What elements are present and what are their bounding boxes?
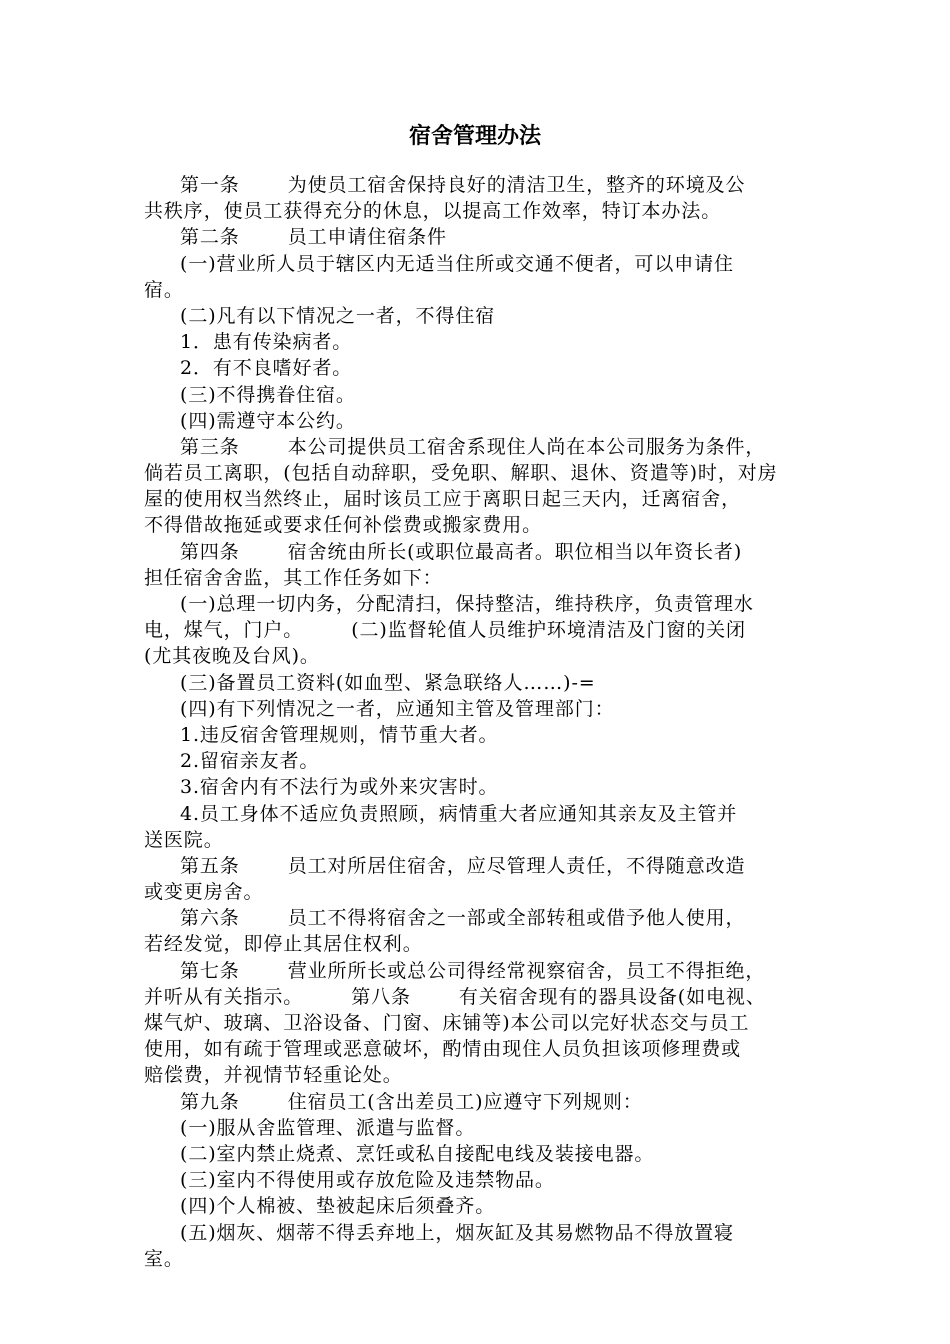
line-text: 宿舍统由所长(或职位最高者。职位相当以年资长者) [287,540,743,563]
document-title: 宿舍管理办法 [408,124,541,149]
line-text: 营业所所长或总公司得经常视察宿舍，员工不得拒绝， [287,959,766,982]
line-text: (二)监督轮值人员维护环境清洁及门窗的关闭 [351,619,746,642]
document-line [144,539,819,565]
document-line [144,801,819,827]
line-text: (四)个人棉被、垫被起床后须叠齐。 [180,1195,496,1218]
document-line [144,774,819,800]
line-text: 2．有不良嗜好者。 [180,357,353,380]
document-line [144,1089,819,1115]
document-line [144,1036,819,1062]
document-line [144,827,819,853]
line-text: 屋的使用权当然终止，届时该员工应于离职日起三天内，迁离宿舍， [144,488,742,511]
line-text: 第四条 [180,540,240,563]
line-text: (一)服从舍监管理、派遣与监督。 [180,1116,476,1139]
line-text: 倘若员工离职，(包括自动辞职，受免职、解职、退休、资遣等)时，对房 [144,462,778,485]
document-line [144,1246,819,1272]
line-text: (四)需遵守本公约。 [180,409,356,432]
line-text: (三)不得携眷住宿。 [180,383,356,406]
line-text: 不得借故拖延或要求任何补偿费或搬家费用。 [144,514,543,537]
document-line [144,748,819,774]
document-line [144,905,819,931]
line-text: 4.员工身体不适应负责照顾，病情重大者应通知其亲友及主管并 [180,802,738,825]
line-text: 宿。 [144,278,184,301]
line-text: 第二条 [180,226,240,249]
line-text: 员工对所居住宿舍，应尽管理人责任，不得随意改造 [287,854,746,877]
line-text: 并听从有关指示。 [144,985,304,1008]
document-line [144,984,819,1010]
document-line [144,303,819,329]
document-line [144,879,819,905]
document-line [144,1062,819,1088]
line-text: (一)营业所人员于辖区内无适当住所或交通不便者，可以申请住 [180,252,734,275]
document-line [144,1167,819,1193]
line-text: (一)总理一切内务，分配清扫，保持整洁，维持秩序，负责管理水 [180,593,754,615]
document-line [144,1115,819,1141]
line-text: (五)烟灰、烟蒂不得丢弃地上，烟灰缸及其易燃物品不得放置寝 [180,1221,734,1244]
document-line [144,408,819,434]
document-line [144,643,819,669]
document-line [144,251,819,277]
line-text: 送医院。 [144,828,224,851]
document-line [144,696,819,722]
line-text: 担任宿舍舍监，其工作任务如下： [144,566,443,589]
line-text: 1.违反宿舍管理规则，情节重大者。 [180,723,499,746]
document-line [144,1220,819,1246]
line-text: 1．患有传染病者。 [180,331,353,354]
document-line [144,382,819,408]
document-line [144,670,819,696]
line-text: 赔偿费，并视情节轻重论处。 [144,1064,403,1087]
line-text: (三)室内不得使用或存放危险及违禁物品。 [180,1169,555,1192]
document-line [144,224,819,250]
line-text: 住宿员工(含出差员工)应遵守下列规则： [287,1090,643,1113]
line-text: 煤气炉、玻璃、卫浴设备、门窗、床铺等)本公司以完好状态交与员工 [144,1012,750,1034]
line-text: 第八条 [351,985,411,1008]
line-text: 电，煤气，门户。 [144,619,304,642]
document-line [144,198,819,224]
document-line [144,355,819,381]
document-line [144,591,819,617]
line-text: 第六条 [180,907,240,930]
line-text: 2.留宿亲友者。 [180,750,320,773]
line-text: 为使员工宿舍保持良好的清洁卫生，整齐的环境及公 [287,174,746,196]
document-line [144,958,819,984]
document-line [144,931,819,957]
document-line [144,1193,819,1219]
document-line [144,329,819,355]
document-line [144,172,819,198]
document-line [144,1141,819,1167]
line-text: 第九条 [180,1090,240,1113]
document-line [144,853,819,879]
document-line [144,486,819,512]
line-text: 员工申请住宿条件 [287,226,447,249]
line-text: 第七条 [180,959,240,982]
line-text: 共秩序，使员工获得充分的休息，以提高工作效率，特订本办法。 [144,200,722,223]
document-line [144,617,819,643]
document-line [144,565,819,591]
line-text: 若经发觉，即停止其居住权利。 [144,933,423,956]
line-text: 第一条 [180,174,240,196]
line-text: (二)室内禁止烧煮、烹饪或私自接配电线及装接电器。 [180,1142,655,1165]
document-line [144,460,819,486]
document-line [144,1010,819,1036]
line-text: 或变更房舍。 [144,881,264,904]
line-text: 第五条 [180,854,240,877]
line-text: 第三条 [180,435,240,458]
line-text: (三)备置员工资料(如血型、紧急联络人……)-= [180,671,596,694]
line-text: (二)凡有以下情况之一者，不得住宿 [180,304,496,327]
document-line [144,277,819,303]
line-text: (尤其夜晚及台风)。 [144,645,320,668]
line-text: 室。 [144,1247,184,1270]
document-line [144,722,819,748]
document-line [144,512,819,538]
line-text: 使用，如有疏于管理或恶意破坏，酌情由现住人员负担该项修理费或 [144,1038,742,1061]
document-line [144,434,819,460]
line-text: (四)有下列情况之一者，应通知主管及管理部门： [180,697,615,720]
line-text: 本公司提供员工宿舍系现住人尚在本公司服务为条件， [287,435,766,458]
line-text: 员工不得将宿舍之一部或全部转租或借予他人使用， [287,907,746,930]
line-text: 有关宿舍现有的器具设备(如电视、 [458,985,766,1008]
line-text: 3.宿舍内有不法行为或外来灾害时。 [180,776,499,799]
document-body [144,172,819,1272]
